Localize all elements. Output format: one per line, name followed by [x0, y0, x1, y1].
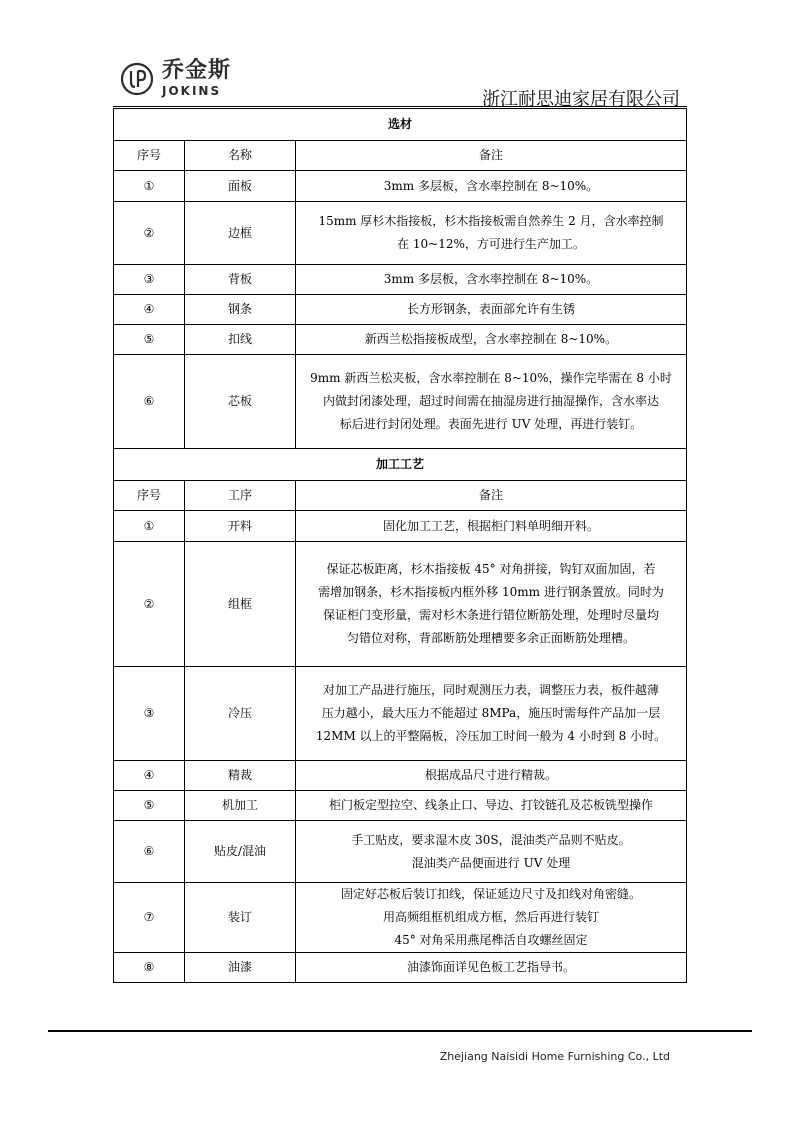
row-note: [296, 325, 687, 355]
note-line: 对加工产品进行施压，同时观测压力表，调整压力表，板件越薄: [322, 683, 659, 697]
row-note: [296, 791, 687, 821]
column-header-no: 序号: [114, 141, 185, 171]
row-note: [296, 511, 687, 542]
row-number: ⑦: [114, 883, 185, 953]
row-note: [296, 667, 687, 761]
row-name: 油漆: [185, 953, 296, 983]
column-header-name: 工序: [185, 481, 296, 511]
note-line: 根据成品尺寸进行精裁。: [424, 768, 557, 782]
row-number: ⑤: [114, 791, 185, 821]
process-section-header: [114, 449, 687, 481]
table-row: [114, 265, 687, 295]
company-logo: [120, 60, 231, 97]
table-row: [114, 511, 687, 542]
note-line: 保证芯板距离，杉木指接板 45° 对角拼接，钩钉双面加固，若: [326, 562, 656, 576]
note-line: 用高频组框机组成方框，然后再进行装钉: [382, 910, 599, 924]
column-header-note: 备注: [296, 141, 687, 171]
note-line: 长方形钢条，表面部允许有生锈: [406, 302, 575, 316]
note-line: 12MM 以上的平整隔板，冷压加工时间一般为 4 小时到 8 小时。: [315, 729, 667, 743]
row-number: ④: [114, 295, 185, 325]
table-row: [114, 295, 687, 325]
row-note: [296, 171, 687, 202]
note-line: 内做封闭漆处理，超过时间需在抽湿房进行抽湿操作，含水率达: [322, 394, 659, 408]
column-header-note: 备注: [296, 481, 687, 511]
header-divider: [113, 106, 687, 107]
note-line: 3mm 多层板，含水率控制在 8~10%。: [383, 178, 599, 193]
row-number: ⑥: [114, 355, 185, 449]
table-row: [114, 325, 687, 355]
row-name: 装订: [185, 883, 296, 953]
note-line: 需增加钢条，杉木指接板内框外移 10mm 进行钢条置放。同时为: [318, 585, 664, 599]
row-note: [296, 821, 687, 883]
row-number: ⑤: [114, 325, 185, 355]
note-line: 手工贴皮，要求湿木皮 30S，混油类产品则不贴皮。: [351, 832, 631, 847]
row-number: ①: [114, 511, 185, 542]
row-note: [296, 202, 687, 265]
row-number: ⑧: [114, 953, 185, 983]
row-name: 贴皮/混油: [185, 821, 296, 883]
row-note: [296, 542, 687, 667]
row-name: 面板: [185, 171, 296, 202]
row-number: ③: [114, 667, 185, 761]
row-number: ④: [114, 761, 185, 791]
jokins-logo-icon: [120, 62, 154, 96]
logo-chinese-name: 乔金斯: [162, 58, 232, 83]
row-note: [296, 883, 687, 953]
row-name: 钢条: [185, 295, 296, 325]
row-name: 组框: [185, 542, 296, 667]
table-row: [114, 761, 687, 791]
table-row: [114, 883, 687, 953]
note-line: 在 10~12%，方可进行生产加工。: [397, 237, 585, 251]
row-number: ⑥: [114, 821, 185, 883]
note-line: 保证柜门变形量，需对杉木条进行错位断筋处理，处理时尽量均: [322, 608, 659, 622]
materials-section-title: 选材: [114, 109, 687, 141]
row-note: [296, 761, 687, 791]
note-line: 9mm 新西兰松夹板，含水率控制在 8~10%，操作完毕需在 8 小时: [310, 371, 672, 385]
note-line: 新西兰松指接板成型，含水率控制在 8~10%。: [364, 332, 618, 346]
process-section-title: 加工工艺: [114, 449, 687, 481]
table-row: [114, 171, 687, 202]
note-line: 45° 对角采用燕尾榫活自攻螺丝固定: [394, 933, 588, 947]
materials-section-header: [114, 109, 687, 141]
table-row: [114, 202, 687, 265]
row-name: 精裁: [185, 761, 296, 791]
footer-company: Zhejiang Naisidi Home Furnishing Co., Ltd: [439, 1050, 670, 1063]
table-row: [114, 953, 687, 983]
note-line: 压力越小，最大压力不能超过 8MPa，施压时需每件产品加一层: [321, 706, 661, 720]
process-column-header: [114, 481, 687, 511]
table-row: [114, 821, 687, 883]
row-note: [296, 355, 687, 449]
footer-divider: [48, 1030, 752, 1032]
row-number: ③: [114, 265, 185, 295]
table-row: [114, 542, 687, 667]
note-line: 固化加工工艺，根据柜门料单明细开料。: [382, 518, 599, 533]
note-line: 固定好芯板后装订扣线，保证延边尺寸及扣线对角密缝。: [340, 887, 641, 901]
spec-table: [113, 108, 687, 983]
company-name: 浙江耐思迪家居有限公司: [482, 89, 680, 110]
row-number: ②: [114, 202, 185, 265]
row-note: [296, 295, 687, 325]
materials-column-header: [114, 141, 687, 171]
note-line: 混油类产品便面进行 UV 处理: [411, 855, 571, 870]
note-line: 柜门板定型拉空、线条止口、导边、打铰链孔及芯板铣型操作: [328, 798, 653, 812]
logo-english-name: JOKINS: [162, 84, 222, 98]
row-name: 冷压: [185, 667, 296, 761]
table-row: [114, 791, 687, 821]
row-name: 机加工: [185, 791, 296, 821]
row-name: 芯板: [185, 355, 296, 449]
row-name: 扣线: [185, 325, 296, 355]
row-name: 边框: [185, 202, 296, 265]
row-name: 背板: [185, 265, 296, 295]
row-number: ②: [114, 542, 185, 667]
row-note: [296, 265, 687, 295]
row-name: 开料: [185, 511, 296, 542]
note-line: 3mm 多层板，含水率控制在 8~10%。: [383, 272, 599, 286]
note-line: 匀错位对称，背部断筋处理槽要多余正面断筋处理槽。: [346, 631, 635, 645]
column-header-no: 序号: [114, 481, 185, 511]
note-line: 15mm 厚杉木指接板，杉木指接板需自然养生 2 月，含水率控制: [318, 214, 664, 228]
row-note: [296, 953, 687, 983]
table-row: [114, 355, 687, 449]
note-line: 油漆饰面详见色板工艺指导书。: [406, 960, 575, 974]
table-row: [114, 667, 687, 761]
note-line: 标后进行封闭处理。表面先进行 UV 处理，再进行装钉。: [339, 417, 643, 431]
column-header-name: 名称: [185, 141, 296, 171]
row-number: ①: [114, 171, 185, 202]
